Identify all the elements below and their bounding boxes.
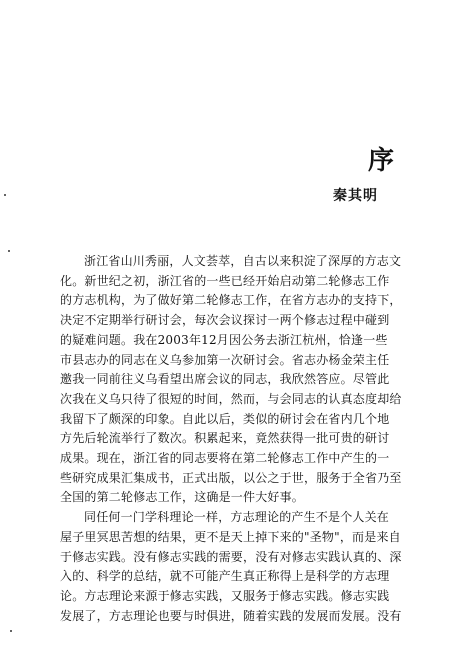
text-line: 成果。现在，浙江省的同志要将在第二轮修志工作中产生的一 <box>60 451 390 466</box>
text-line: 入的、科学的总结，就不可能产生真正称得上是科学的方志理 <box>60 569 390 584</box>
text-line: 同任何一门学科理论一样，方志理论的产生不是个人关在 <box>84 510 390 525</box>
text-line: 的疑难问题。我在2003年12月因公务去浙江杭州，恰逢一些 <box>60 332 388 347</box>
body-text <box>60 252 402 626</box>
text-line: 的方志机构，为了做好第二轮修志工作，在省方志办的支持下， <box>60 293 402 308</box>
text-line: 浙江省山川秀丽，人文荟萃，自古以来积淀了深厚的方志文 <box>84 254 402 268</box>
author-name: 秦其明 <box>333 188 378 204</box>
text-line: 于修志实践。没有修志实践的需要，没有对修志实践认真的、深 <box>60 549 402 564</box>
text-line: 化。新世纪之初，浙江省的一些已经开始启动第二轮修志工作 <box>60 273 390 288</box>
paragraph <box>60 252 402 508</box>
text-line: 我留下了颇深的印象。自此以后，类似的研讨会在省内几个地 <box>60 411 390 426</box>
text-line: 屋子里冥思苦想的结果，更不是天上掉下来的"圣物"，而是来自 <box>60 529 401 544</box>
text-line: 方先后轮流举行了数次。积累起来，竟然获得一批可贵的研讨 <box>60 431 390 446</box>
text-line: 全国的第二轮修志工作，这确是一件大好事。 <box>60 490 305 505</box>
paragraph <box>60 508 402 626</box>
text-line: 市县志办的同志在义乌参加第一次研讨会。省志办杨金荣主任 <box>60 352 390 367</box>
text-line: 发展了，方志理论也要与时俱进，随着实践的发展而发展。没有 <box>60 608 402 623</box>
scan-speck <box>10 630 12 632</box>
scan-speck <box>8 250 10 252</box>
text-line: 邀我一同前往义乌看望出席会议的同志，我欣然答应。尽管此 <box>60 372 390 387</box>
text-line: 决定不定期举行研讨会，每次会议探讨一两个修志过程中碰到 <box>60 313 390 328</box>
text-line: 次我在义乌只待了很短的时间，然而，与会同志的认真态度却给 <box>60 391 402 406</box>
text-line: 些研究成果汇集成书，正式出版，以公之于世，服务于全省乃至 <box>60 470 402 485</box>
scan-speck <box>4 194 6 196</box>
text-line: 论。方志理论来源于修志实践，又服务于修志实践。修志实践 <box>60 588 390 603</box>
page-title: 序 <box>368 146 395 176</box>
